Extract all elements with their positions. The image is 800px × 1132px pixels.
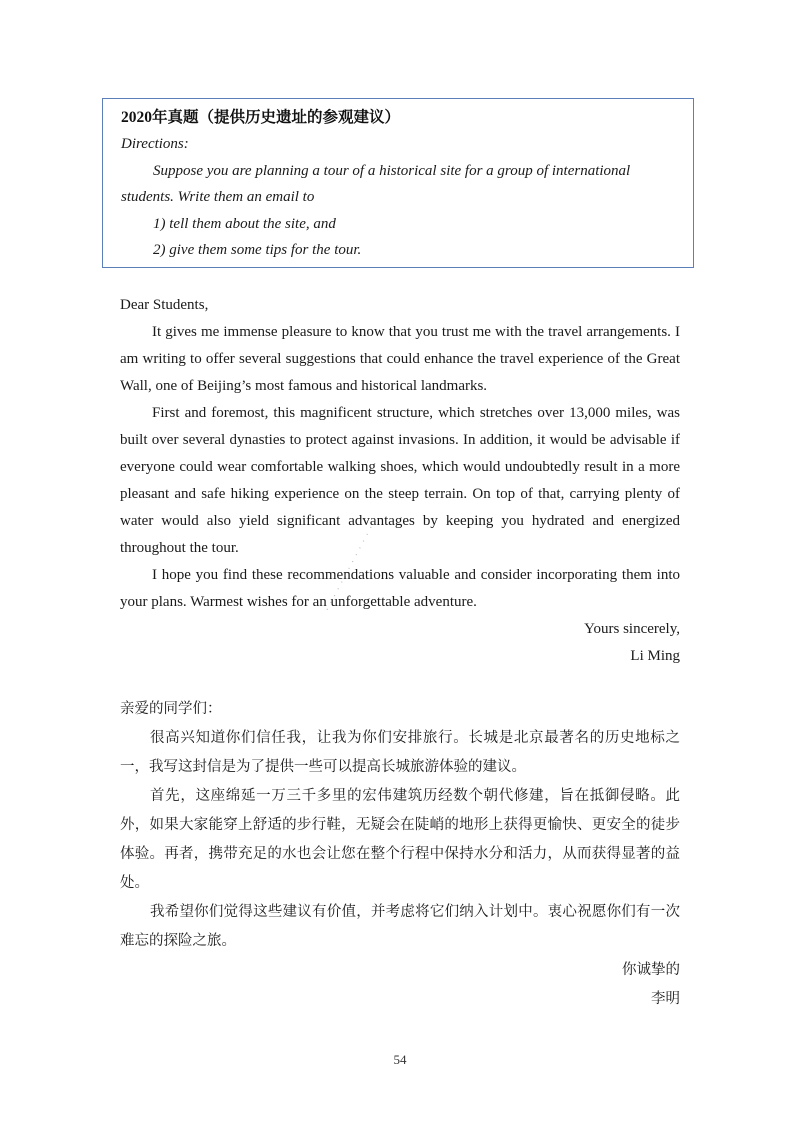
zh-paragraph-2: 首先，这座绵延一万三千多里的宏伟建筑历经数个朝代修建，旨在抵御侵略。此外，如果大家能穿上舒适的步行鞋，无疑会在陡峭的地形上获得更愉快、更安全的徒步体验。再者，携带充足的水也会让您在整个行程中保持水分和活力，从而获得显著的益处。 xyxy=(120,788,680,891)
en-paragraph-2: First and foremost, this magnificent structure, which stretches over 13,000 miles, was built over several dynasties to protect against invasions. In addition, it would be advisable if everyone could wear comfortable walking shoes, which would undoubtedly result in a more pleasant and safe hiking experience on the steep terrain. On top of that, carrying plenty of water would also yield significant advantages by keeping you hydrated and energized throughout the tour. xyxy=(120,405,680,556)
english-letter xyxy=(120,292,680,670)
chinese-letter xyxy=(120,695,680,1014)
zh-paragraph-1: 很高兴知道你们信任我，让我为你们安排旅行。长城是北京最著名的历史地标之一，我写这封信是为了提供一些可以提高长城旅游体验的建议。 xyxy=(120,730,680,775)
en-closing: Yours sincerely, xyxy=(584,621,680,637)
prompt-line-2: students. Write them an email to xyxy=(121,189,315,205)
zh-signature: 李明 xyxy=(651,991,680,1007)
prompt-line-1: Suppose you are planning a tour of a historical site for a group of international xyxy=(153,162,631,179)
prompt-point-1: 1) tell them about the site, and xyxy=(153,215,336,232)
en-salutation: Dear Students, xyxy=(120,297,209,313)
zh-salutation: 亲爱的同学们： xyxy=(120,701,222,717)
prompt-point-2: 2) give them some tips for the tour. xyxy=(153,242,362,258)
zh-paragraph-3: 我希望你们觉得这些建议有价值，并考虑将它们纳入计划中。衷心祝愿你们有一次难忘的探险之旅。 xyxy=(120,904,680,949)
page-number: 54 xyxy=(393,1052,407,1067)
watermark: · · · · · · · · · · · · · · xyxy=(323,516,382,614)
en-paragraph-3: I hope you find these recommendations valuable and consider incorporating them into your plans. Warmest wishes for an unforgettable adventure. xyxy=(120,567,680,610)
en-paragraph-1: It gives me immense pleasure to know that you trust me with the travel arrangements. I am writing to offer several suggestions that could enhance the travel experience of the Great Wall, one of Beijing’s most famous and historical landmarks. xyxy=(120,324,680,394)
directions-label: Directions: xyxy=(121,136,189,152)
en-signature: Li Ming xyxy=(630,648,680,664)
zh-closing: 你诚挚的 xyxy=(622,962,680,978)
task-box xyxy=(102,98,694,268)
task-title: 2020年真题（提供历史遗址的参观建议） xyxy=(121,109,401,126)
